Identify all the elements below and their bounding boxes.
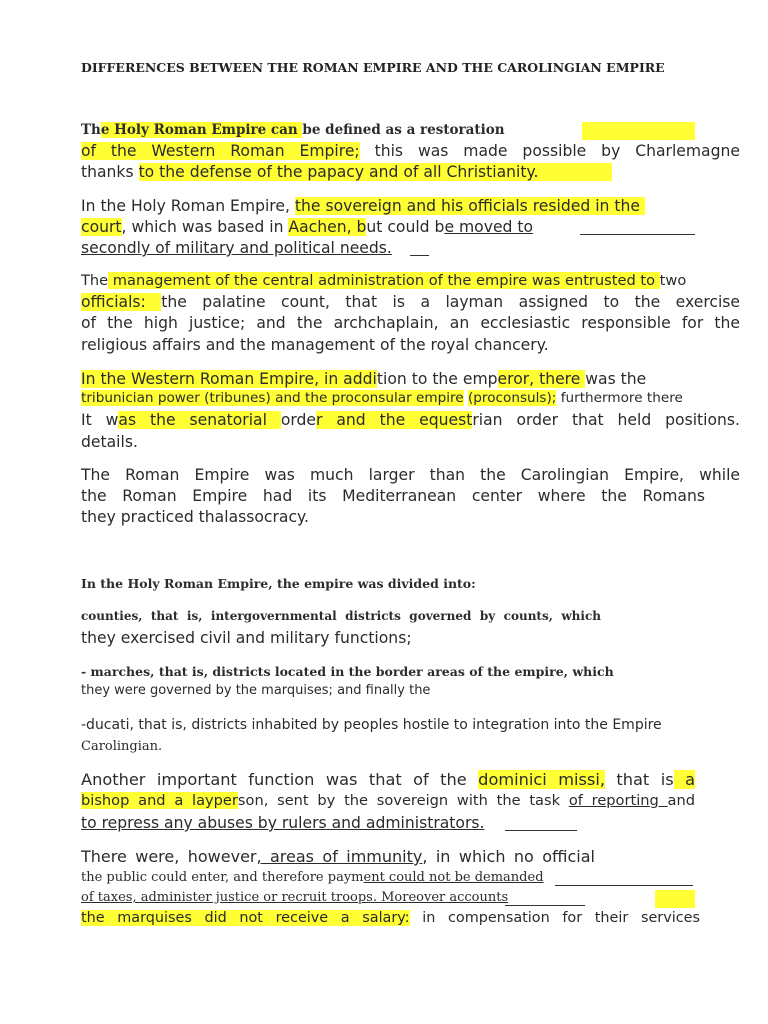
underline-rule [580, 234, 695, 235]
text-span: ut could b [366, 218, 445, 236]
text-span: in compensation for their services [409, 910, 700, 926]
p1-line-2 [81, 141, 740, 162]
text-span: rian order that held positions. [472, 411, 740, 429]
text-span: Th [81, 122, 101, 138]
highlight-span: tribunician power (tribunes) and the proconsular empire [81, 390, 464, 406]
p4-line-4: details. [81, 433, 138, 451]
p4-line-3 [81, 410, 740, 431]
highlight-span: as the senatorial [118, 411, 281, 429]
text-span: be defined as a restoration [302, 122, 505, 138]
underlined-span: secondly of military and political needs. [81, 239, 392, 257]
p3-line-3: of the high justice; and the archchaplain, an ecclesiastic responsible for the [81, 314, 740, 332]
p8-line-1 [81, 847, 595, 866]
marches-line-1: - marches, that is, districts located in the border areas of the empire, which [81, 664, 614, 679]
p5-line-2: the Roman Empire had its Mediterranean center where the Romans [81, 487, 705, 505]
p2-line-3 [81, 238, 392, 259]
text-span: and [667, 792, 696, 809]
highlight-span: In the Western Roman Empire, in addi [81, 370, 377, 388]
highlight-span: the sovereign and his officials resided in the [294, 197, 645, 215]
highlight-span: to the defense of the papacy and of all Christianity. [139, 163, 613, 181]
text-span: the palatine count, that is a layman assigned to the exercise [161, 293, 741, 311]
p3-line-1 [81, 272, 686, 289]
divisions-heading: In the Holy Roman Empire, the empire was divided into: [81, 576, 476, 591]
underlined-span: to repress any abuses by rulers and administrators. [81, 814, 485, 832]
p8-line-4 [81, 910, 700, 926]
text-span: orde [280, 411, 317, 429]
p1-line-3 [81, 162, 612, 183]
p2-line-1 [81, 196, 645, 217]
underlined-span: e moved to [444, 218, 534, 236]
counties-line-2: they exercised civil and military functions; [81, 629, 412, 647]
document-title: DIFFERENCES BETWEEN THE ROMAN EMPIRE AND THE CAROLINGIAN EMPIRE [81, 60, 665, 75]
p7-line-1 [81, 770, 695, 789]
highlight-span: officials: [81, 293, 162, 311]
text-span: There were, however [81, 847, 257, 866]
highlight-span: r and the equest [316, 411, 473, 429]
p5-line-1: The Roman Empire was much larger than the Carolingian Empire, while [81, 466, 740, 484]
underlined-span: of reporting [568, 792, 668, 809]
highlight-span: Aachen, b [288, 218, 367, 236]
underlined-span: ent could not be demanded [363, 870, 544, 885]
text-span: Another important function was that of the [81, 770, 479, 789]
highlight-span: a [673, 770, 695, 789]
p8-line-2 [81, 870, 544, 885]
p4-line-2 [81, 390, 683, 406]
p7-line-3 [81, 813, 484, 834]
highlight-span: (proconsuls); [468, 390, 557, 406]
p2-line-2 [81, 217, 533, 238]
text-span: , in which no official [422, 847, 595, 866]
p4-line-1 [81, 369, 646, 390]
text-span: this was made possible by Charlemagne [359, 142, 740, 160]
underlined-span: , areas of immunity [256, 847, 423, 866]
text-span: the public could enter, and therefore paym [81, 870, 364, 885]
p3-line-4: religious affairs and the management of the royal chancery. [81, 336, 549, 354]
underline-rule [555, 885, 693, 886]
underline-rule [410, 255, 429, 256]
p3-line-2 [81, 292, 740, 313]
highlight-span: dominici missi, [478, 770, 605, 789]
highlight-span: court [81, 218, 122, 236]
underlined-span: of taxes, administer justice or recruit troops. Moreover accounts [81, 890, 509, 905]
highlight-span: of the Western Roman Empire; [81, 142, 360, 160]
text-span: that is [604, 770, 674, 789]
p5-line-3: they practiced thalassocracy. [81, 508, 309, 526]
text-span: tion to the emp [376, 370, 498, 388]
text-span: The [81, 272, 109, 289]
text-span: furthermore there [556, 390, 683, 406]
counties-line-1: counties, that is, intergovernmental districts governed by counts, which [81, 609, 601, 623]
p8-line-3 [81, 890, 508, 905]
text-span: son, sent by the sovereign with the task [237, 792, 569, 809]
underline-rule [505, 830, 577, 831]
marches-line-2: they were governed by the marquises; and finally the [81, 683, 431, 698]
highlight-span: eror, there [497, 370, 586, 388]
highlight-span: bishop and a layper [81, 792, 238, 809]
text-span: In the Holy Roman Empire, [81, 197, 295, 215]
highlight-span: management of the central administration of the empire was entrusted to [108, 272, 660, 289]
p1-line-1 [81, 122, 505, 138]
highlight-box [582, 122, 695, 140]
text-span: thanks [81, 163, 139, 181]
ducati-line-2: Carolingian. [81, 739, 163, 754]
highlight-span: the marquises did not receive a salary: [81, 910, 410, 926]
text-span: two [659, 272, 687, 289]
text-span: was the [585, 370, 647, 388]
underline-rule [505, 905, 585, 906]
p7-line-2 [81, 792, 695, 809]
text-span: , which was based in [121, 218, 289, 236]
highlight-span: e Holy Roman Empire can [100, 122, 303, 138]
highlight-box [655, 890, 695, 908]
text-span: It w [81, 411, 119, 429]
ducati-line-1: -ducati, that is, districts inhabited by peoples hostile to integration into the Empire [81, 717, 662, 733]
